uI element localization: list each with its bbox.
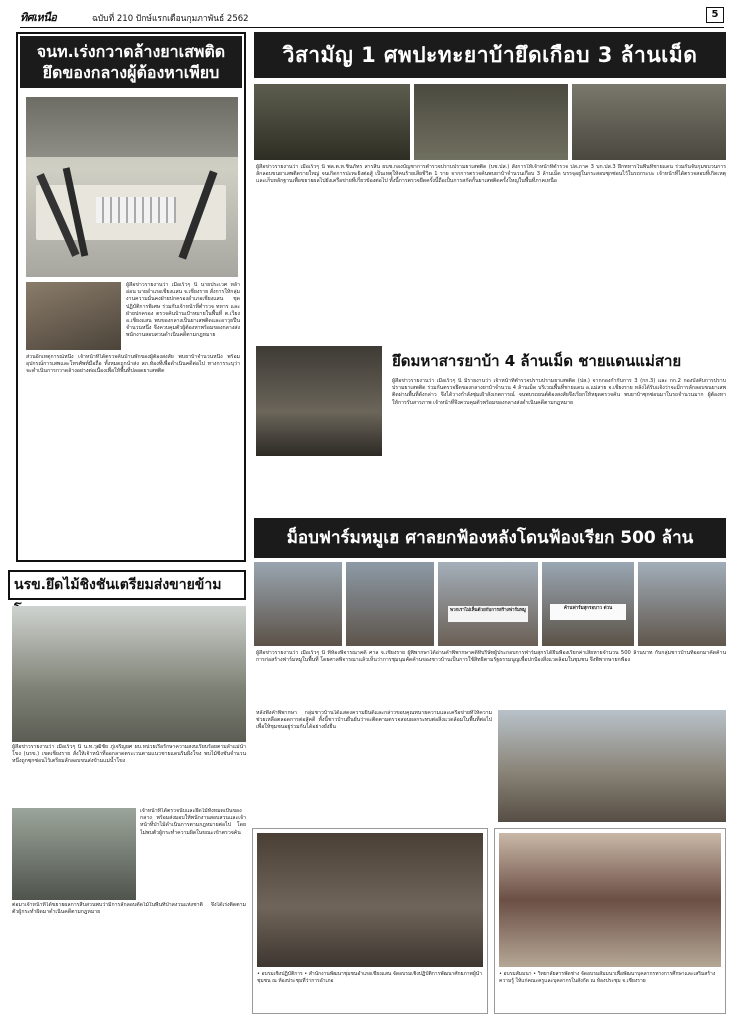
pig-farm-photo-4 <box>542 562 634 646</box>
story-drug-sweep-headline <box>20 36 242 88</box>
story-drug-sweep <box>16 32 246 562</box>
timber-seizure-photo-2 <box>12 808 136 900</box>
training-photo-box <box>252 828 488 1014</box>
shootout-photo-1 <box>254 84 410 160</box>
story-drug-sweep-body-1: ผู้สื่อข่าวรายงานว่า เมื่อเร็วๆ นี้ นายประเวศ หล้าอ่อน นายอำเภอเชียงแสน จ.เชียงราย สั่งการให้กลุ่มงานความมั่นคงฝ่ายปกครองอำเภอเชียงแสน ชุดปฏิบัติการพิเศษ ร่วมกับเจ้าหน้าที่ตำรวจ ทหาร และฝ่ายปกครอง ตรวจค้นบ้านเป้าหมายในพื้นที่ ต.เวียง อ.เชียงแสน พบของกลางเป็นยาเสพติดและอาวุธปืนจำนวนหนึ่ง จึงควบคุมตัวผู้ต้องหาพร้อมของกลางส่งพนักงานสอบสวนดำเนินคดีตามกฎหมาย <box>126 282 240 339</box>
pig-farm-photo-3 <box>438 562 538 646</box>
training-photo <box>257 833 483 967</box>
story-drug-sweep-body-2: ส่วนอีกเหตุการณ์หนึ่ง เจ้าหน้าที่ได้ตรวจค้นบ้านพักของผู้ต้องสงสัย พบยาบ้าจำนวนหนึ่ง พร้อมอุปกรณ์การเสพและโทรศัพท์มือถือ ทั้งหมดถูกนำส่ง สภ.ท้องที่เพื่อดำเนินคดีต่อไป ทางการระบุว่าจะดำเนินการกวาดล้างอย่างต่อเนื่องเพื่อให้พื้นที่ปลอดยาเสพติด <box>26 354 240 375</box>
story-timber-body-1: ผู้สื่อข่าวรายงานว่า เมื่อเร็วๆ นี้ น.ท.วุฒิชัย ภู่เจริญยศ ผบ.หน่วยเรือรักษาความสงบเรียบร้อยตามลำแม่น้ำโขง (นรข.) เขตเชียงราย สั่งให้เจ้าหน้าที่ออกลาดตระเวนตามแนวชายแดนริมฝั่งโขง พบไม้ชิงชันจำนวนหนึ่งถูกซุกซ่อนไว้เตรียมลักลอบขนส่งข้ามแม่น้ำโขง <box>12 744 246 765</box>
pig-farm-photo-1 <box>254 562 342 646</box>
story-pig-farm-body-2: หลังฟังคำพิพากษา กลุ่มชาวบ้านได้แสดงความยินดีและกล่าวขอบคุณทนายความและเครือข่ายที่ให้ความช่วยเหลือตลอดการต่อสู้คดี ทั้งนี้ชาวบ้านยืนยันว่าจะติดตามตรวจสอบผลกระทบต่อสิ่งแวดล้อมในพื้นที่ต่อไป เพื่อให้ชุมชนอยู่ร่วมกันได้อย่างยั่งยืน <box>256 710 492 731</box>
headline-line-1: จนท.เร่งกวาดล้างยาเสพติด <box>36 42 226 61</box>
issue-line: ฉบับที่ 210 ปักษ์แรกเดือนกุมภาพันธ์ 2562 <box>92 14 249 24</box>
pig-farm-photo-6 <box>498 710 726 822</box>
headline-line-2: ยึดของกลางผู้ต้องหาเพียบ <box>42 63 220 82</box>
story-shootout-body: ผู้สื่อข่าวรายงานว่า เมื่อเร็วๆ นี้ พล.ต.ท.ชินภัทร สารสิน ผบช.กองบัญชาการตำรวจปราบปรามยาเสพติด (บช.ปส.) สั่งการให้เจ้าหน้าที่ตำรวจ ปส.ภาค 3 บก.ปส.3 ฝึกทหารในพื้นที่ชายแดน ร่วมกันจับกุมขบวนการลักลอบขนยาเสพติดรายใหญ่ จนเกิดการปะทะยิงต่อสู้ เป็นเหตุให้คนร้ายเสียชีวิต 1 ราย จากการตรวจค้นพบยาบ้าจำนวนเกือบ 3 ล้านเม็ด บรรจุอยู่ในกระสอบซุกซ่อนไว้ในรถกระบะ เจ้าหน้าที่ได้ตรวจสอบที่เกิดเหตุและเก็บหลักฐานเพื่อขยายผลไปยังเครือข่ายที่เกี่ยวข้องต่อไป ทั้งนี้การตรวจยึดครั้งนี้ถือเป็นการสกัดกั้นยาเสพติดครั้งใหญ่ในพื้นที่ภาคเหนือ <box>256 164 726 185</box>
mae-sai-seizure-photo <box>256 346 382 456</box>
suspect-photo <box>26 282 121 350</box>
story-timber-body-2: เจ้าหน้าที่ได้ตรวจนับและยึดไม้ทั้งหมดเป็นของกลาง พร้อมส่งมอบให้พนักงานสอบสวนและเจ้าหน้าที่ป่าไม้ดำเนินการตามกฎหมายต่อไป โดยไม่พบตัวผู้กระทำความผิดในขณะเข้าตรวจค้น <box>140 808 246 836</box>
shootout-photo-3 <box>572 84 726 160</box>
pig-farm-photo-5 <box>638 562 726 646</box>
pig-farm-photo-2 <box>346 562 434 646</box>
story-shootout-headline: วิสามัญ 1 ศพปะทะยาบ้ายึดเกือบ 3 ล้านเม็ด <box>254 32 726 78</box>
story-mae-sai-body: ผู้สื่อข่าวรายงานว่า เมื่อเร็วๆ นี้ มีรายงานว่า เจ้าหน้าที่ตำรวจปราบปรามยาเสพติด (ปส.) จากกองกำกับการ 3 (กก.3) และ กก.2 กองบังคับการปราบปรามยาเสพติด ร่วมกันตรวจยึดของกลางยาบ้าจำนวน 4 ล้านเม็ด บริเวณพื้นที่ชายแดน อ.แม่สาย จ.เชียงราย หลังได้รับแจ้งว่าจะมีการลักลอบขนยาเสพติดผ่านพื้นที่ดังกล่าว จึงได้วางกำลังซุ่มเฝ้าสังเกตการณ์ จนพบรถยนต์ต้องสงสัยจึงเรียกให้หยุดตรวจค้น พบยาบ้าซุกซ่อนมาในรถจำนวนมาก ผู้ต้องหาให้การรับสารภาพ เจ้าหน้าที่จึงควบคุมตัวพร้อมของกลางส่งดำเนินคดีตามกฎหมาย <box>392 378 726 406</box>
masthead <box>20 6 724 28</box>
protest-banner-2: ค้านฟาร์มสุกรอบาว ด่วน <box>550 604 626 620</box>
story-mae-sai-headline: ยึดมหาสารยาบ้า 4 ล้านเม็ด ชายแดนแม่สาย <box>392 352 682 370</box>
story-timber-body-3: ต่อมาเจ้าหน้าที่ได้ขยายผลการสืบสวนพบว่ามีการลักลอบตัดไม้ในพื้นที่ป่าสงวนแห่งชาติ จึงได้เร่งติดตามตัวผู้กระทำผิดมาดำเนินคดีตามกฎหมาย <box>12 902 246 916</box>
seminar-photo <box>499 833 721 967</box>
seized-items-photo <box>26 97 238 277</box>
story-timber-headline: นรข.ยึดไม้ชิงชันเตรียมส่งขายข้าม <box>8 570 246 600</box>
seminar-caption: • อบรมสัมมนา • วิทยาลัยสารพัดช่าง จัดอบรมสัมมนาเพื่อพัฒนาบุคลากรทางการศึกษาและเสริมสร้างความรู้ ให้แก่คณะครูและบุคลากรในสังกัด ณ ห้องประชุม จ.เชียงราย <box>499 971 716 984</box>
shootout-photo-2 <box>414 84 568 160</box>
timber-seizure-photo-1 <box>12 606 246 742</box>
evidence-bags <box>96 197 176 223</box>
page-number: 5 <box>706 7 724 23</box>
seminar-photo-box <box>494 828 726 1014</box>
officers-row <box>26 97 238 157</box>
story-pig-farm-body-1: ผู้สื่อข่าวรายงานว่า เมื่อเร็วๆ นี้ ที่ห้องพิจารณาคดี ศาล จ.เชียงราย ผู้พิพากษาได้อ่านคำพิพากษาคดีที่บริษัทผู้ประกอบการฟาร์มสุกรได้ยื่นฟ้องเรียกค่าเสียหายจำนวน 500 ล้านบาท กับกลุ่มชาวบ้านที่ออกมาคัดค้านการก่อสร้างฟาร์มหมูในพื้นที่ โดยศาลพิจารณาแล้วเห็นว่าการชุมนุมคัดค้านของชาวบ้านเป็นการใช้สิทธิตามรัฐธรรมนูญเพื่อปกป้องสิ่งแวดล้อมในชุมชน จึงพิพากษายกฟ้อง <box>256 650 726 664</box>
protest-banner-1: พวกเราไม่เห็นด้วยกับการสร้างฟาร์มหมู <box>448 606 528 622</box>
masthead-logo: ทิศเหนือ <box>20 11 57 24</box>
training-caption: • อบรมเชิงปฏิบัติการ • สำนักงานพัฒนาชุมชนอำเภอเชียงแสน จัดอบรมเชิงปฏิบัติการพัฒนาศักยภาพผู้นำชุมชน ณ ห้องประชุมที่ว่าการอำเภอ <box>257 971 482 984</box>
story-pig-farm-headline: ม็อบฟาร์มหมูเฮ ศาลยกฟ้องหลังโดนฟ้องเรียก 500 ล้าน <box>254 518 726 558</box>
